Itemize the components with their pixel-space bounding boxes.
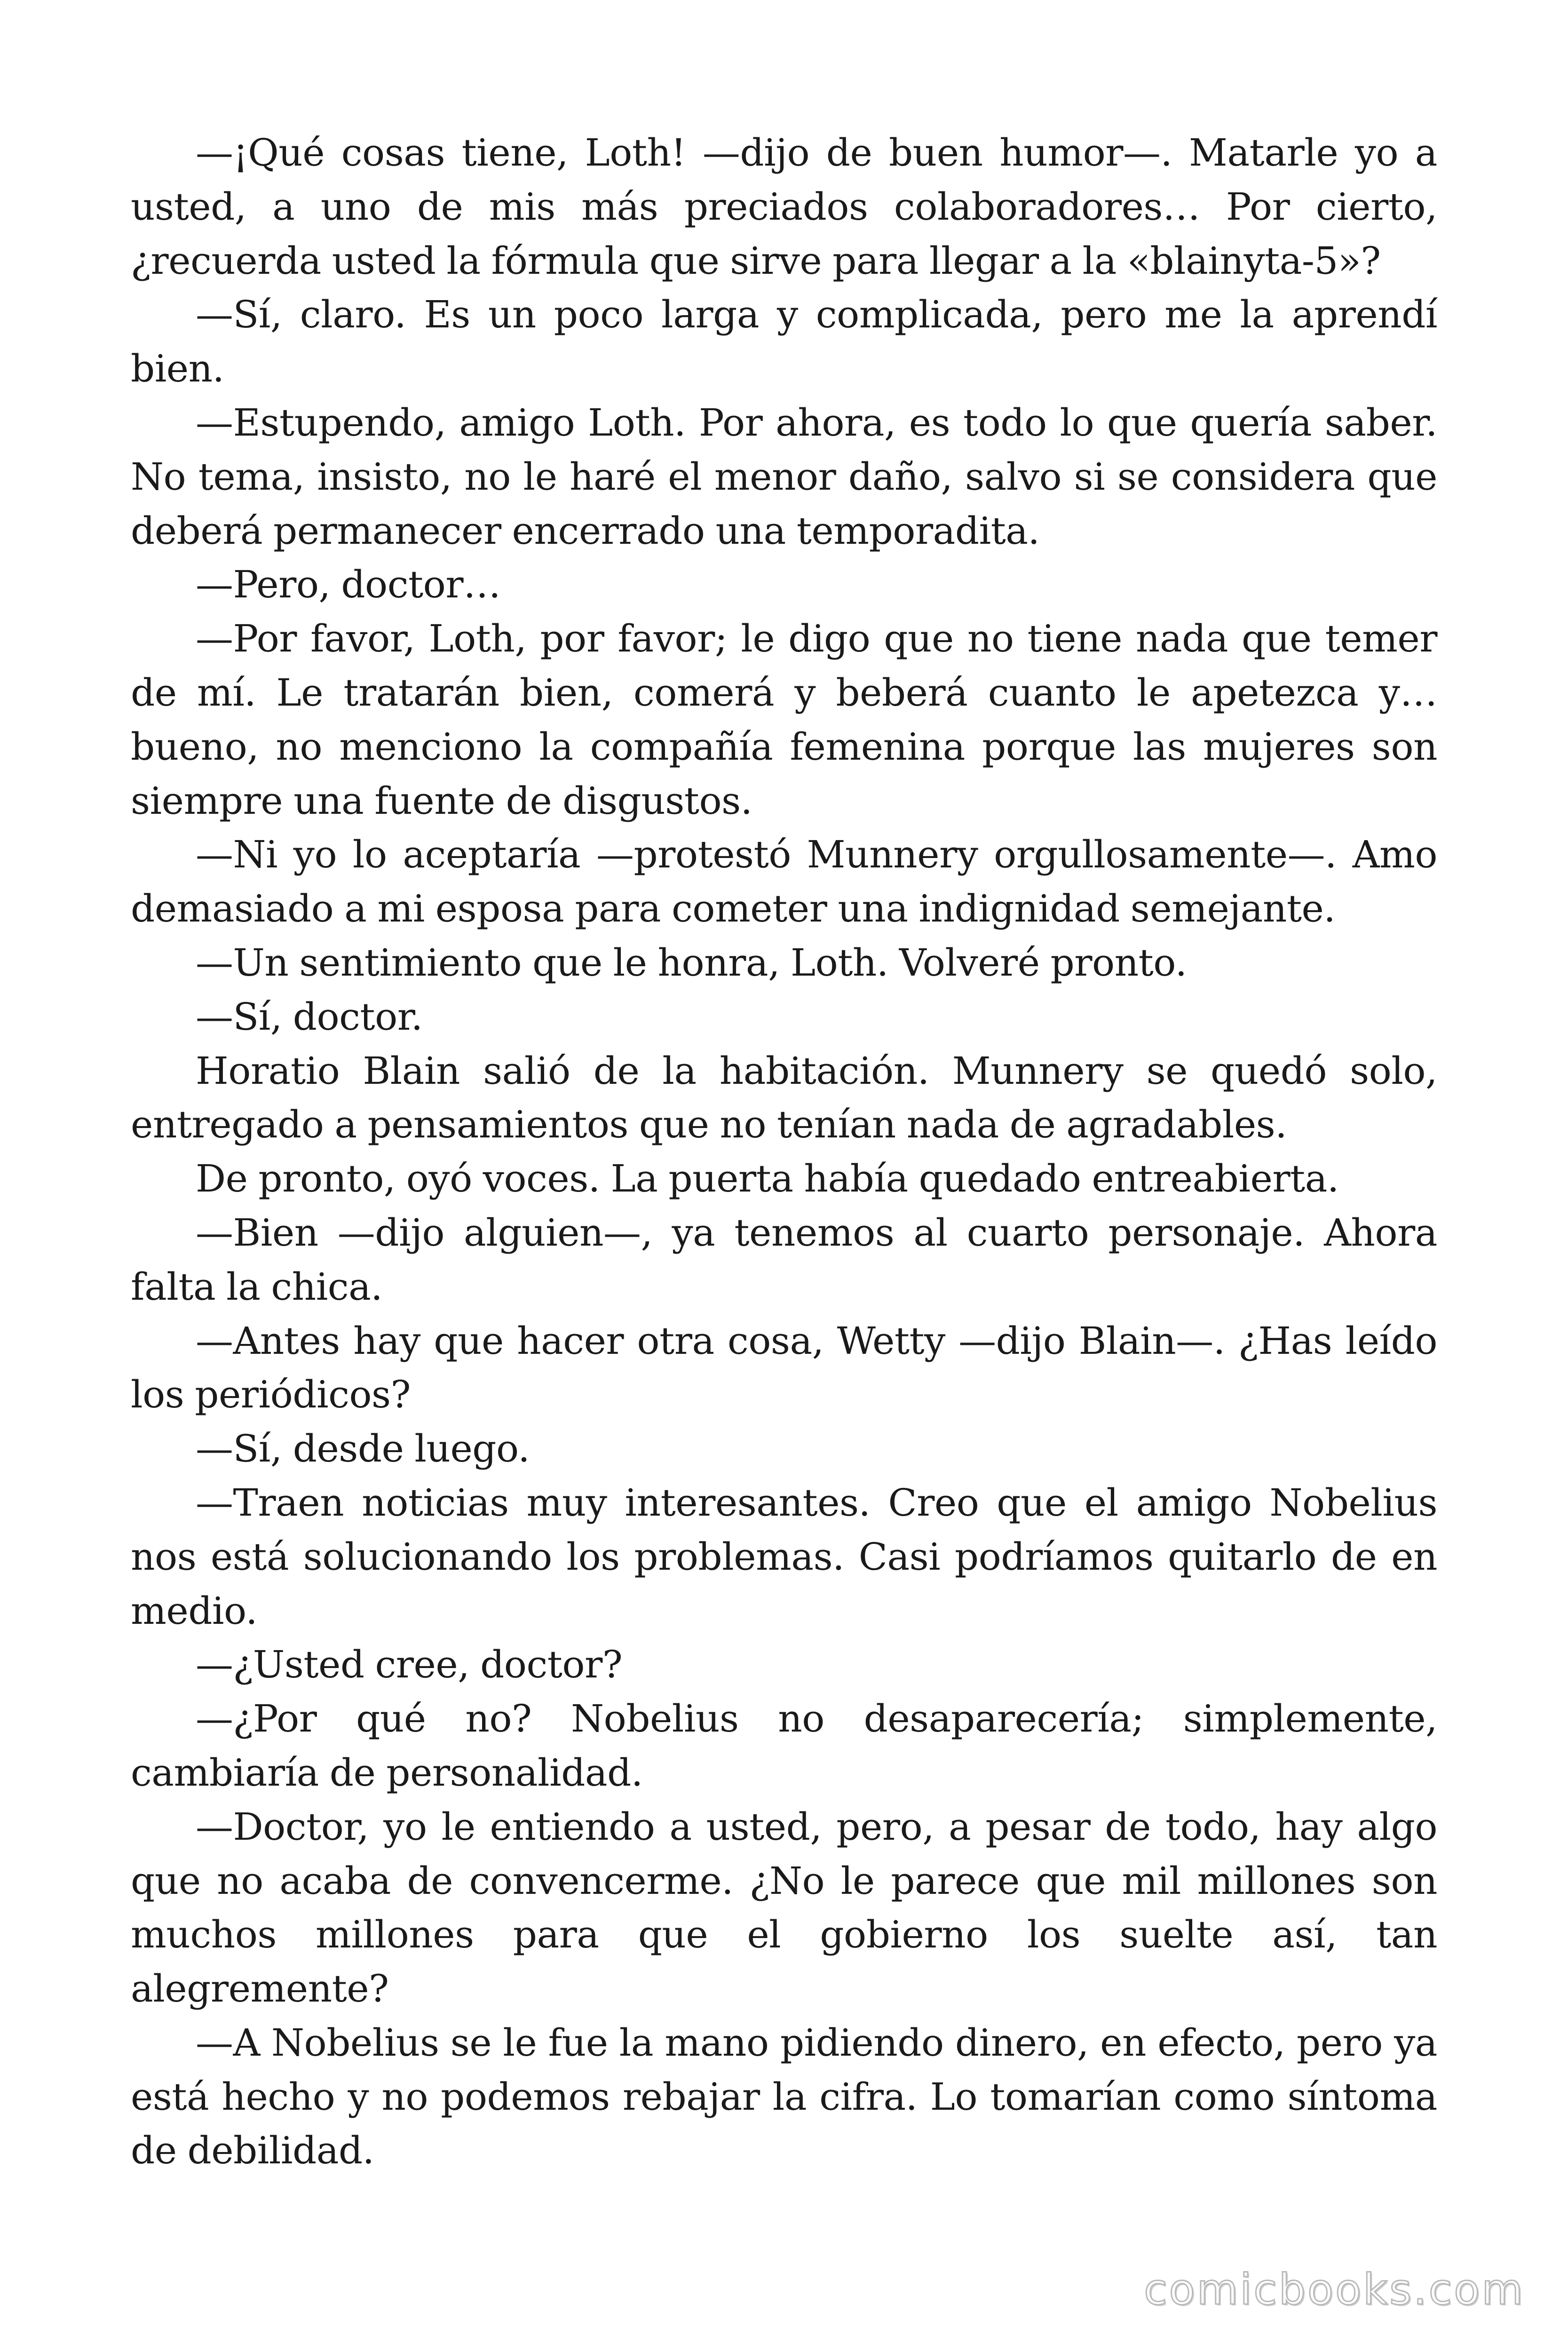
paragraph: —Por favor, Loth, por favor; le digo que no tiene nada que temer de mí. Le tratarán bien, comerá y beberá cuanto le apetezca y… bueno, no menciono la compañía femenina porque las mujeres son siempre una fuente de disgustos. bbox=[131, 617, 1437, 823]
paragraph: Horatio Blain salió de la habitación. Munnery se quedó solo, entregado a pensamientos que no tenían nada de agradables. bbox=[131, 1049, 1437, 1147]
paragraph: —¡Qué cosas tiene, Loth! —dijo de buen humor—. Matarle yo a usted, a uno de mis más preciados colaboradores… Por cierto, ¿recuerda usted la fórmula que sirve para llegar a la «blainyta-5»? bbox=[131, 131, 1437, 283]
paragraph: De pronto, oyó voces. La puerta había quedado entreabierta. bbox=[196, 1157, 1339, 1201]
paragraph: —Ni yo lo aceptaría —protestó Munnery orgullosamente—. Amo demasiado a mi esposa para cometer una indignidad semejante. bbox=[131, 833, 1437, 931]
paragraph: —Traen noticias muy interesantes. Creo que el amigo Nobelius nos está solucionando los problemas. Casi podríamos quitarlo de en medio. bbox=[131, 1480, 1437, 1633]
paragraph: —Doctor, yo le entiendo a usted, pero, a pesar de todo, hay algo que no acaba de convencerme. ¿No le parece que mil millones son muchos millones para que el gobierno los suelte así, tan alegremente? bbox=[131, 1804, 1437, 2011]
paragraph: —A Nobelius se le fue la mano pidiendo dinero, en efecto, pero ya está hecho y no podemos rebajar la cifra. Lo tomarían como síntoma de debilidad. bbox=[131, 2020, 1437, 2173]
watermark-logo: comicbooks.com bbox=[1144, 2265, 1525, 2314]
page-body-text bbox=[131, 126, 1437, 2178]
paragraph: —Sí, doctor. bbox=[196, 994, 423, 1039]
paragraph: —Un sentimiento que le honra, Loth. Volveré pronto. bbox=[196, 940, 1187, 985]
paragraph: —Sí, claro. Es un poco larga y complicada, pero me la aprendí bien. bbox=[131, 293, 1437, 391]
paragraph: —Pero, doctor… bbox=[196, 563, 501, 607]
paragraph: —Estupendo, amigo Loth. Por ahora, es todo lo que quería saber. No tema, insisto, no le haré el menor daño, salvo si se considera que deberá permanecer encerrado una temporadita. bbox=[131, 400, 1437, 553]
paragraph: —Antes hay que hacer otra cosa, Wetty —dijo Blain—. ¿Has leído los periódicos? bbox=[131, 1319, 1437, 1417]
paragraph: —¿Usted cree, doctor? bbox=[196, 1643, 623, 1687]
paragraph: —Bien —dijo alguien—, ya tenemos al cuarto personaje. Ahora falta la chica. bbox=[131, 1210, 1437, 1309]
paragraph: —¿Por qué no? Nobelius no desaparecería; simplemente, cambiaría de personalidad. bbox=[131, 1697, 1437, 1795]
paragraph: —Sí, desde luego. bbox=[196, 1427, 530, 1471]
